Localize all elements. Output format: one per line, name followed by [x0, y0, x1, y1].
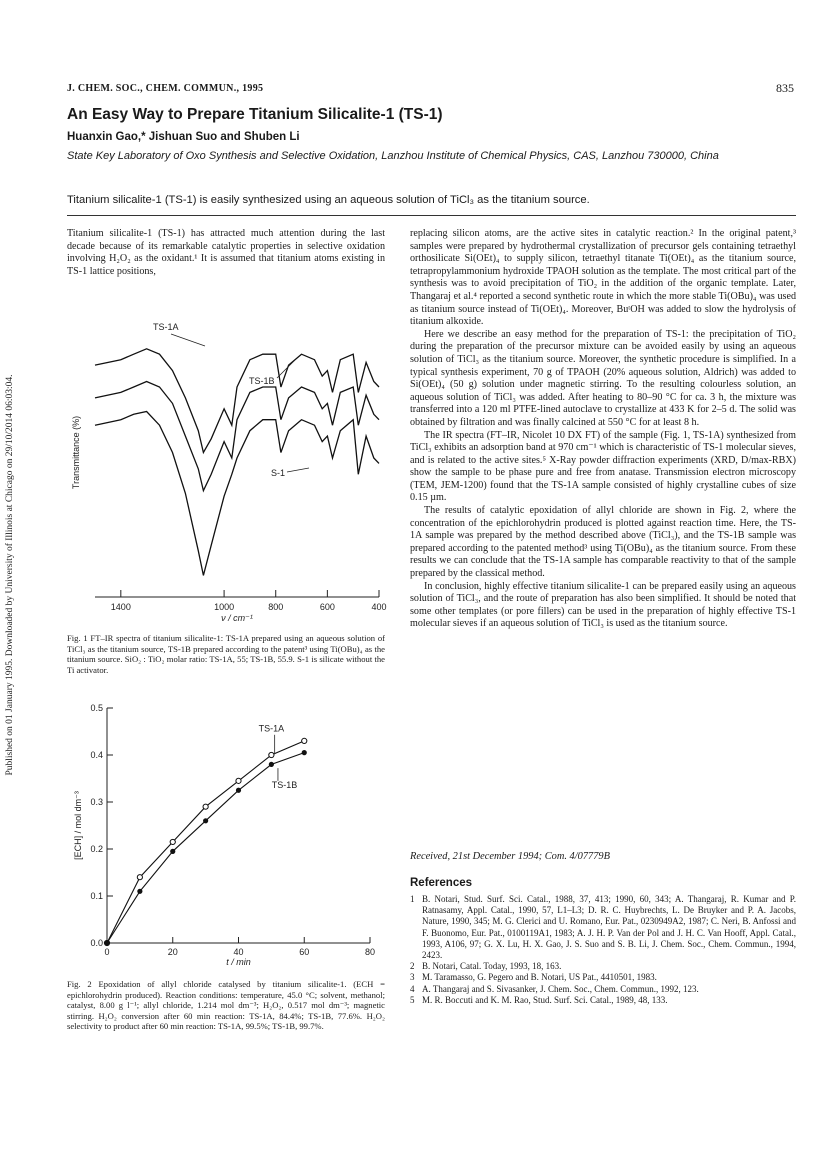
reference-list — [410, 894, 796, 1006]
fig2-point-ts-1b — [138, 889, 142, 893]
fig2-point-ts-1a — [170, 839, 175, 844]
fig2-y-axis-label: [ECH] / mol dm⁻³ — [73, 791, 83, 860]
fig2-point-ts-1b — [171, 849, 175, 853]
reference-text: M. Taramasso, G. Pegero and B. Notari, US Pat., 4410501, 1983. — [422, 972, 657, 983]
fig2-point-ts-1b — [236, 788, 240, 792]
abstract-divider — [67, 215, 796, 216]
journal-header: J. CHEM. SOC., CHEM. COMMUN., 1995 — [67, 83, 264, 94]
page-number: 835 — [776, 81, 794, 95]
reference-number: 3 — [410, 972, 415, 983]
intro-paragraph — [67, 228, 385, 278]
fig1-series-s-1 — [95, 412, 379, 576]
body-paragraph: The results of catalytic epoxidation of allyl chloride are shown in Fig. 2, where the concentration of the epichlorohydrin produced is plotted against reaction time. Here, the TS-1A sample was prepared by the method described above (TiCl₃), and the TS-1B sample was prepared according to the patented method³ using Ti(OBu)₄ as the titanium source. From these results we can conclude that the TS-1A sample has comparable reactivity to that of the sample prepared by the classical method. — [410, 505, 796, 580]
fig1-series-ts-1b — [95, 382, 379, 491]
right-column-text — [410, 228, 796, 631]
reference-number: 5 — [410, 994, 415, 1005]
fig1-x-tick-label: 1400 — [110, 602, 131, 612]
fig1-ir-spectra — [67, 300, 385, 630]
fig2-point-ts-1a — [236, 778, 241, 783]
fig2-point-ts-1a — [203, 804, 208, 809]
fig1-annotation-arrow — [287, 468, 309, 472]
fig1-x-tick-label: 400 — [371, 602, 387, 612]
fig1-x-tick-label: 600 — [319, 602, 335, 612]
fig2-x-tick-label: 80 — [364, 947, 376, 957]
fig2-x-axis-label: t / min — [226, 957, 251, 967]
reference-item — [410, 961, 796, 972]
fig2-y-tick-label: 0.4 — [90, 750, 103, 760]
fig1-annotation-arrow — [171, 334, 205, 346]
fig2-point-ts-1b — [203, 819, 207, 823]
fig2-caption: Fig. 2 Epoxidation of allyl chloride catalysed by titanium silicalite-1. (ECH = epichlorohydrin produced). Reaction conditions: temperature, 45.0 °C; solvent, methanol; catalyst, 8.00 g l⁻¹; allyl chloride, 1.214 mol dm⁻³; H₂O₂, 0.517 mol dm⁻³; magnetic stirring. H₂O₂ conversion after 60 min reaction: TS-1A, 84.4%; TS-1B, 77.6%. H₂O₂ selectivity to product after 60 min reaction: TS-1A, 99.5%; TS-1B, 99.7%. — [67, 979, 385, 1032]
reference-item — [410, 984, 796, 995]
fig1-y-axis-label: Transmittance (%) — [71, 415, 81, 490]
fig2-y-tick-label: 0.3 — [90, 797, 103, 807]
fig2-kinetics-chart — [67, 700, 385, 975]
body-paragraph: replacing silicon atoms, are the active sites in catalytic reaction.² In the original patent,³ samples were prepared by hydrothermal crystallization of precursor gels containing tetraethyl orthosilicate Si(OEt)₄ to supply silicon, tetraethyl titanate Ti(OEt)₄ as the titanium source, tetrapropylammonium hydroxide TPAOH solution as the template. The most critical part of the synthesis was to avoid precipitation of TiO₂ in the addition of the organic template. Later, Thangaraj et al.⁴ reported a second synthetic route in which the more stable Ti(OBu)₄ was used as titanium source instead of Ti(OEt)₄. Moreover, BuᵗOH was added to slow the hydrolysis of titanium alkoxide. — [410, 228, 796, 328]
fig1-annotation-arrow — [277, 360, 295, 378]
body-paragraph: Here we describe an easy method for the preparation of TS-1: the precipitation of TiO₂ during the preparation of the precursor mixture can be avoided easily by using an aqueous solution of TiCl₃ as the titanium source. Moreover, the synthetic procedure is simplified. In a typical synthesis experiment, 70 g of TPAOH (20% aqueous solution, Aldrich) was added to Si(OEt)₄ (50 g) solution under magnetic stirring. To the resulting colourless solution, an aqueous solution of TiCl₃ was added. After heating to 80–90 °C for ca. 3 h, the mixture was transferred into a 120 ml PTFE-lined autoclave to crystallize at 433 K for 2–5 d. The solid was obtained by filtration and was finally calcined at 550 °C for at least 8 h. — [410, 328, 796, 428]
fig2-point-ts-1a — [269, 752, 274, 757]
received-line: Received, 21st December 1994; Com. 4/07779B — [410, 851, 610, 862]
reference-text: B. Notari, Stud. Surf. Sci. Catal., 1988, 37, 413; 1990, 60, 343; A. Thangaraj, R. Kumar and P. Ratnasamy, Appl. Catal., 1990, 57, L1–L3; D. R. C. Huybrechts, L. De Bruyker and P. A. Jacobs, Nature, 1990, 345; M. G. Clerici and U. Romano, Eur. Pat., 0230949A2, 1987; C. Neri, B. Anfossi and F. Buonomo, Eur. Pat., 0100119A1, 1983; A. J. H. P. Van der Pol and J. H. C. Van Hooff, Appl. Catal., 1993, A106, 97; G. X. Lu, H. X. Gao, J. S. Suo and S. B. Li, J. Chem. Soc., Chem. Commun., 1994, 2423. — [422, 894, 796, 961]
article-abstract: Titanium silicalite-1 (TS-1) is easily synthesized using an aqueous solution of TiCl₃ as the titanium source. — [67, 194, 590, 206]
fig2-point-ts-1b — [105, 941, 109, 945]
reference-text: M. R. Boccuti and K. M. Rao, Stud. Surf. Sci. Catal., 1989, 48, 133. — [422, 994, 668, 1005]
fig1-series-ts-1a — [95, 349, 379, 453]
article-affiliation: State Key Laboratory of Oxo Synthesis and Selective Oxidation, Lanzhou Institute of Chemical Physics, CAS, Lanzhou 730000, China — [67, 150, 719, 162]
fig2-annotation-label: TS-1B — [271, 779, 298, 790]
fig2-annotation-label: TS-1A — [258, 723, 285, 734]
article-authors: Huanxin Gao,* Jishuan Suo and Shuben Li — [67, 131, 300, 143]
fig2-x-tick-label: 0 — [104, 947, 110, 957]
fig2-y-tick-label: 0.0 — [90, 938, 103, 948]
reference-number: 2 — [410, 961, 415, 972]
fig2-point-ts-1b — [269, 762, 273, 766]
download-watermark — [0, 0, 20, 1151]
reference-text: A. Thangaraj and S. Sivasanker, J. Chem. Soc., Chem. Commun., 1992, 123. — [422, 983, 699, 994]
fig1-annotation-label: TS-1B — [249, 376, 275, 386]
body-paragraph: In conclusion, highly effective titanium silicalite-1 can be prepared easily using an aqueous solution of TiCl₃, and the route of preparation has also been simplified. It should be noted that some other templates (or pore fillers) can be used in the preparation of highly effective TS-1 molecular sieves if an aqueous solution of TiCl₃ is used as the titanium source. — [410, 580, 796, 630]
intro-text: Titanium silicalite-1 (TS-1) has attracted much attention during the last decade because of its remarkable catalytic properties in selective oxidation involving H₂O₂ as the oxidant.¹ It is assumed that titanium atoms existing in TS-1 lattice positions, — [67, 228, 385, 277]
fig2-series-ts-1a — [107, 741, 304, 943]
fig2-y-tick-label: 0.2 — [90, 844, 103, 854]
reference-item — [410, 894, 796, 961]
fig2-y-tick-label: 0.5 — [90, 703, 103, 713]
reference-item — [410, 995, 796, 1006]
article-title: An Easy Way to Prepare Titanium Silicalite-1 (TS-1) — [67, 106, 443, 123]
fig1-caption: Fig. 1 FT–IR spectra of titanium silicalite-1: TS-1A prepared using an aqueous solution of TiCl₃ as the titanium source, TS-1B prepared according to the patent³ using Ti(OBu)₄ as the titanium source. SiO₂ : TiO₂ molar ratio: TS-1A, 55; TS-1B, 55.9. S-1 is silicate without the Ti activator. — [67, 633, 385, 675]
fig2-x-tick-label: 40 — [233, 947, 244, 957]
reference-number: 4 — [410, 983, 415, 994]
fig2-point-ts-1a — [302, 738, 307, 743]
fig1-x-tick-label: 1000 — [214, 602, 235, 612]
reference-text: B. Notari, Catal. Today, 1993, 18, 163. — [422, 961, 562, 972]
fig1-x-axis-label: ν / cm⁻¹ — [221, 613, 253, 623]
reference-number: 1 — [410, 894, 415, 904]
fig2-point-ts-1a — [137, 875, 142, 880]
reference-item — [410, 972, 796, 983]
body-paragraph: The IR spectra (FT–IR, Nicolet 10 DX FT) of the sample (Fig. 1, TS-1A) synthesized from TiCl₃ exhibits an adsorption band at 970 cm⁻¹ which is characteristic of TS-1 molecular sieves, and is related to the active sites.⁵ X-Ray powder diffraction experiments (XRD, D/max-RBX) show the sample to be phase pure and free from anatase. Transmission electron microscopy (TEM, JEM-1200) found that the TS-1A sample consisted of highly crystalline cubes of size 0.15 µm. — [410, 429, 796, 504]
fig2-point-ts-1b — [302, 750, 306, 754]
fig2-y-tick-label: 0.1 — [90, 891, 103, 901]
fig1-x-tick-label: 800 — [268, 602, 284, 612]
fig2-x-tick-label: 60 — [299, 947, 310, 957]
references-heading: References — [410, 877, 473, 889]
fig2-x-tick-label: 20 — [167, 947, 178, 957]
fig1-annotation-label: S-1 — [271, 468, 286, 478]
watermark-text: Published on 01 January 1995. Downloaded by University of Illinois at Chicago on 29/10/2014 06:03:04. — [5, 374, 15, 776]
fig1-annotation-label: TS-1A — [153, 322, 179, 332]
